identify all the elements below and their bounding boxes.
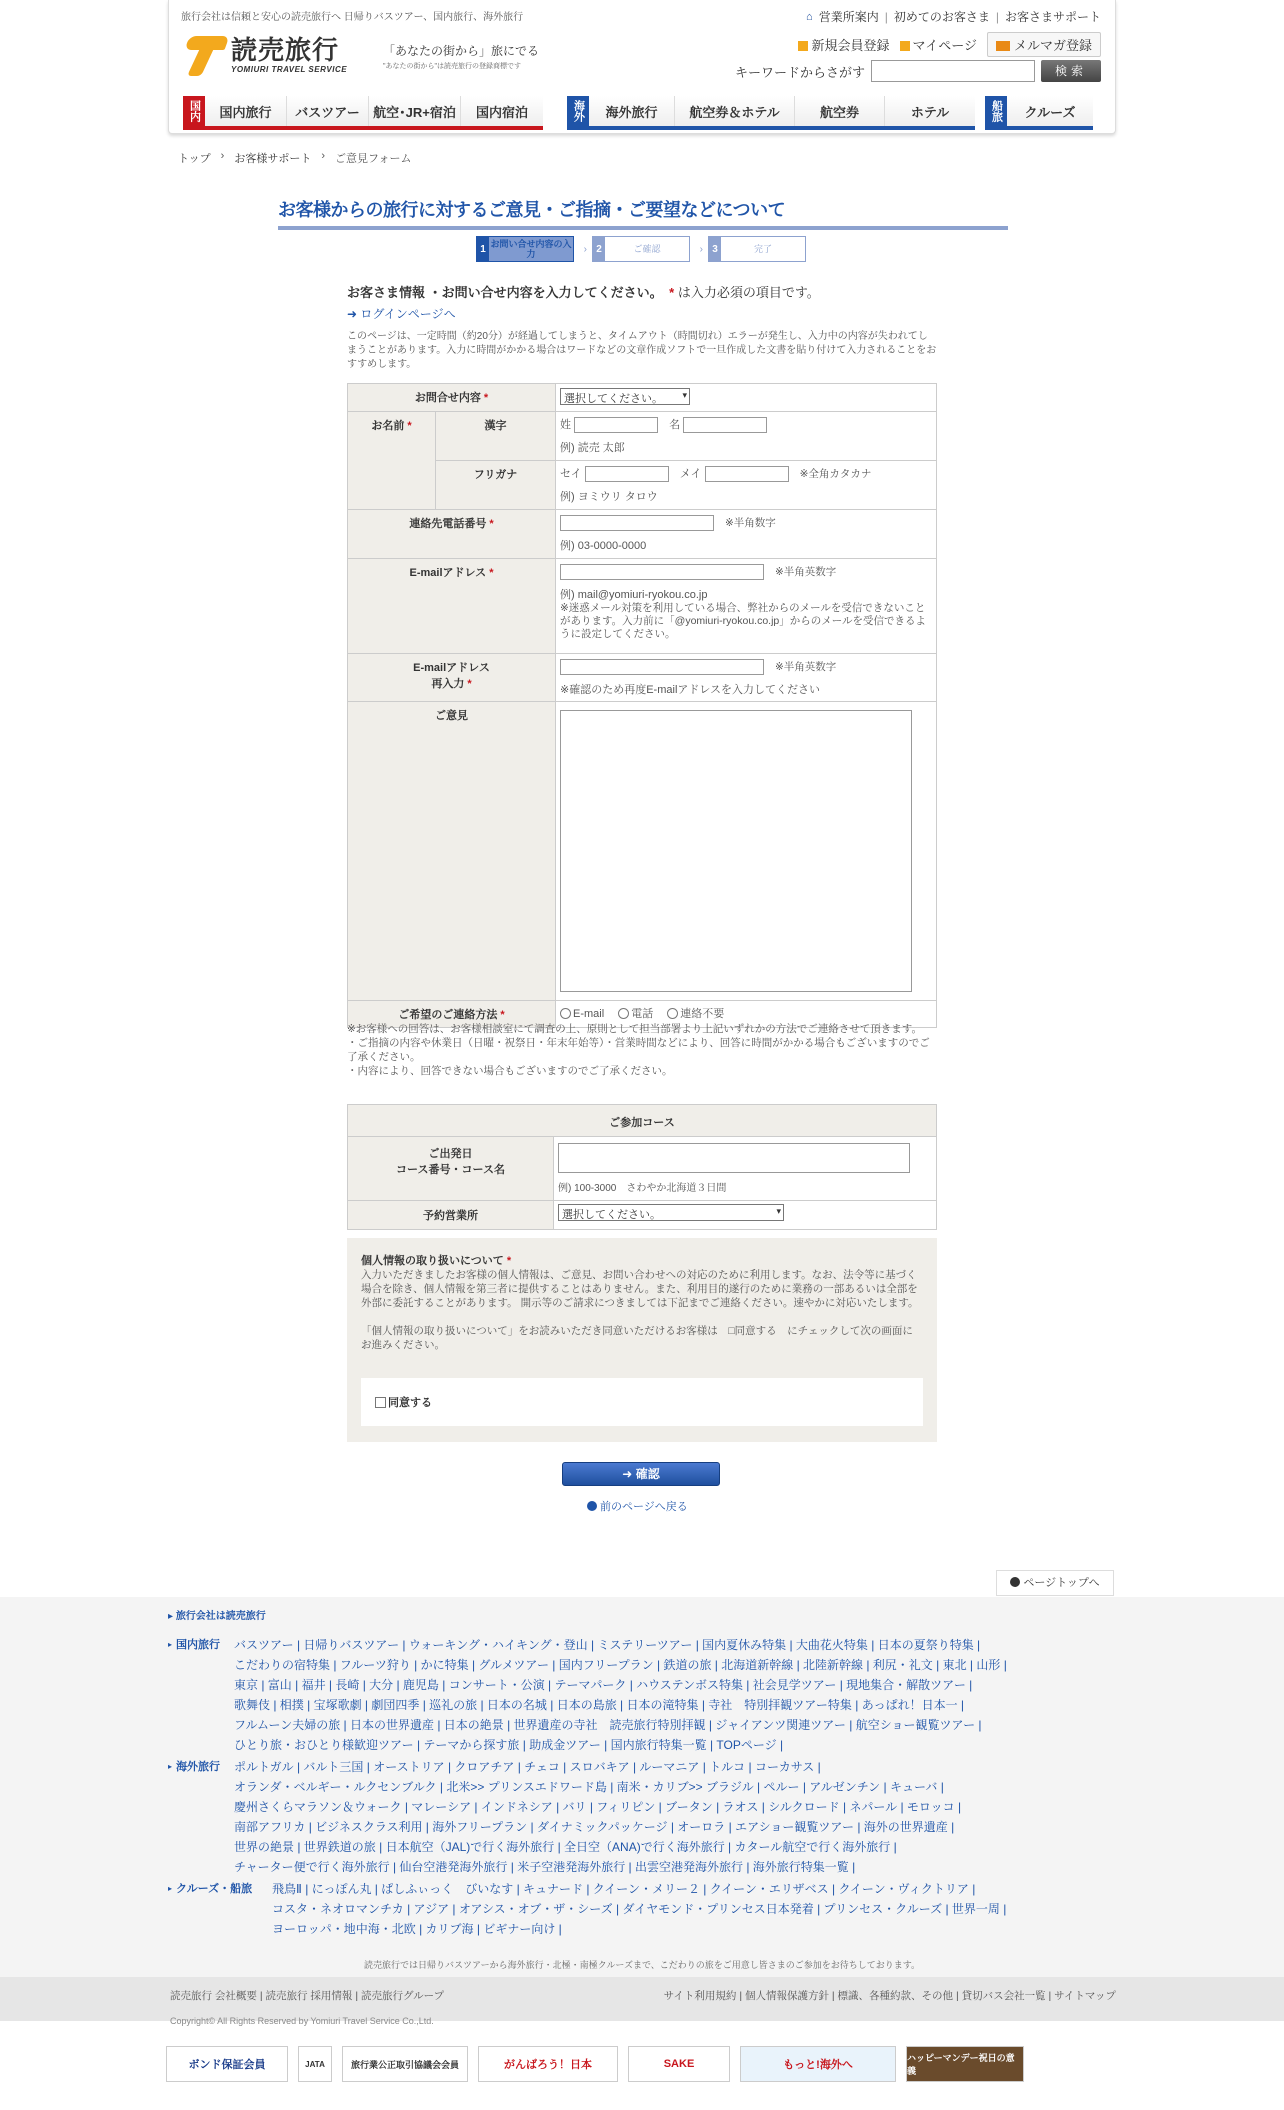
email2-warning: ※確認のため再度E-mailアドレスを入力してください xyxy=(560,684,821,697)
register-icon xyxy=(798,41,808,51)
search-input[interactable] xyxy=(871,60,1035,82)
email-note: ※半角英数字 xyxy=(775,566,837,578)
breadcrumb-sep: › xyxy=(220,150,225,162)
breadcrumb-current: ご意見フォーム xyxy=(335,153,412,165)
mei-label: 名 xyxy=(669,419,681,431)
banner-motto-kaigai[interactable]: もっと!海外へ xyxy=(740,2046,896,2082)
mei-kana-input[interactable] xyxy=(705,466,789,482)
nav-tag-cruise: 船旅 xyxy=(985,96,1007,126)
footer-link-line[interactable]: 東京 | 富山 | 福井 | 長崎 | 大分 | 鹿児島 | コンサート・公演 | テーマパーク | ハウステンボス特集 | 社会見学ツアー | 現地集合・解散ツアー | xyxy=(234,1678,973,1692)
contact-none-radio[interactable] xyxy=(667,1008,678,1019)
keyword-search xyxy=(735,60,1101,82)
confirm-label: 確認 xyxy=(635,1467,660,1481)
banner-jata[interactable]: JATA xyxy=(298,2046,332,2082)
required-mark: * xyxy=(669,285,675,300)
name-label: お名前 xyxy=(371,420,405,432)
link-support[interactable]: お客さまサポート xyxy=(1004,10,1101,24)
main-nav xyxy=(183,96,1093,130)
footer-link-line[interactable]: チャーター便で行く海外旅行 | 仙台空港発海外旅行 | 米子空港発海外旅行 | 出雲空港発海外旅行 | 海外旅行特集一覧 | xyxy=(234,1860,856,1874)
timeout-note: このページは、一定時間（約20分）が経過してしまうと、タイムアウト（時間切れ）エラーが発生し、入力中の内容が失われてしまうことがあります。入力に時間がかかる場合はワードなどの文章作成ソフトで一旦作成した文書を貼り付けて入力されることをおすすめします。 xyxy=(347,331,937,370)
reply-note-3: ・内容により、回答できない場合もございますのでご了承ください。 xyxy=(347,1065,673,1077)
email-input[interactable] xyxy=(560,564,764,580)
course-example: 例) 100-3000 さわやか北海道３日間 xyxy=(558,1183,727,1194)
mailmag-button[interactable] xyxy=(987,32,1101,57)
footer-cruise-key: ▸ クルーズ・船旅 xyxy=(168,1879,272,1939)
privacy-box: 個人情報の取り扱いについて * 入力いただきましたお客様の個人情報は、ご意見、お問い合わせへの対応のために利用します。なお、法令等に基づく場合を除き、個人情報を第三者に提供することはありません。また、利用目的遂行のために業務の一部あるいは全部を外部に委託することがあります。 開示等のご請求につきましては下記までご連絡ください。速やかに対応いたします。 「個人情報の取り扱いについて」をお読みいただき同意いただけるお客様は □同意する にチェックして次の画面にお進みください。 同意する xyxy=(347,1238,937,1442)
catchphrase xyxy=(383,42,539,71)
mail-icon xyxy=(996,41,1010,51)
footer-banners xyxy=(166,2046,1024,2082)
footer-cruise xyxy=(168,1879,1116,1939)
breadcrumb-support[interactable]: お客様サポート xyxy=(234,153,312,165)
kanji-label: 漢字 xyxy=(484,420,507,432)
email2-label-sub: 再入力 xyxy=(431,678,465,690)
tel-note: ※半角数字 xyxy=(725,517,776,529)
email-example: 例) mail@yomiuri-ryokou.co.jp xyxy=(560,589,708,602)
step-label: お問い合せ内容の入力 xyxy=(490,239,572,259)
footer-link-line[interactable]: バスツアー | 日帰りバスツアー | ウォーキング・ハイキング・登山 | ミステリーツアー | 国内夏休み特集 | 大曲花火特集 | 日本の夏祭り特集 | xyxy=(234,1638,981,1652)
footer-link-line[interactable]: オランダ・ベルギー・ルクセンブルク | 北米>> プリンスエドワード島 | 南米・カリブ>> ブラジル | ペルー | アルゼンチン | キューバ | xyxy=(234,1780,944,1794)
agree-label: 同意する xyxy=(388,1397,432,1409)
chevron-down-icon: ▾ xyxy=(776,1206,781,1216)
course-table xyxy=(347,1104,937,1230)
page-top-label: ページトップへ xyxy=(1023,1577,1100,1589)
inquiry-select[interactable] xyxy=(560,388,690,405)
inquiry-form: お問合せ内容 * 選択してください。 ▾ お名前 * 漢字 姓 名 例) 読売 太郎 フリガナ セイ メイ ※全角カタカナ 例) ヨミウリ タロウ 連絡先電話番号 * ※半角数字 例) 03-0000-0000 E-mailアドレス * ※半角英数字 例) mail@yomiuri-ryokou.co.jp ※迷惑メール対策を利用している場合、弊社からのメールを受信できないことがあります。入力前に「@yomiuri-ryokou.co.jp」からのメールを受信できるように設定してください。 E-mailアドレス 再入力 * ※半角英数字 ※確認のため再度E-mailアドレスを入力してください ご意見 ご希望のご連絡方法 * E-mail 電話 連絡不要 xyxy=(347,383,937,1028)
nav-domestic-hotel[interactable]: 国内宿泊 xyxy=(461,96,543,126)
top-links: ⌂ 営業所案内 | 初めてのお客さま | お客さまサポート xyxy=(806,9,1101,24)
step-label: ご確認 xyxy=(633,244,661,254)
footer-link-line[interactable]: 歌舞伎 | 相撲 | 宝塚歌劇 | 劇団四季 | 巡礼の旅 | 日本の名城 | 日本の島旅 | 日本の滝特集 | 寺社 特別拝観ツアー特集 | あっぱれ！日本一 | xyxy=(234,1698,965,1712)
mei-kana-label: メイ xyxy=(679,468,702,480)
reply-note-2: ・ご指摘の内容や休業日（日曜・祝祭日・年末年始等）・営業時間などにより、回答に時間がかかる場合もございますのでご了承ください。 xyxy=(347,1037,930,1063)
intro-heading xyxy=(347,282,937,301)
logo-jp: 読売旅行 xyxy=(231,35,340,66)
step-label: 完了 xyxy=(753,244,772,254)
site-footer xyxy=(0,1597,1284,1977)
step-3 xyxy=(708,236,806,262)
nav-overseas-group xyxy=(567,96,975,130)
footer-summary: 読売旅行では日帰りバスツアーから海外旅行・北極・南極クルーズまで、こだわりの旅をご用意し皆さまのご参加をお待ちしております。 xyxy=(363,1960,921,1970)
nav-tag-domestic: 国内 xyxy=(183,96,205,126)
step-number: 2 xyxy=(593,237,605,261)
header-tagline: 旅行会社は信頼と安心の読売旅行へ 日帰りバスツアー、国内旅行、海外旅行 xyxy=(181,12,524,23)
catch-sub: "あなたの街から"は読売旅行の登録商標です xyxy=(383,63,521,70)
search-label: キーワードからさがす xyxy=(734,64,865,80)
nav-cruise-group xyxy=(985,96,1093,130)
course-textarea[interactable] xyxy=(558,1143,910,1173)
contact-label: ご希望のご連絡方法 xyxy=(398,1009,498,1022)
nav-air-hotel[interactable]: 航空券＆ホテル xyxy=(675,96,795,126)
opinion-label: ご意見 xyxy=(435,710,468,723)
email-warning: ※迷惑メール対策を利用している場合、弊社からのメールを受信できないことがあります。入力前に「@yomiuri-ryokou.co.jp」からのメールを受信できるように設定してください。 xyxy=(560,602,927,641)
chevron-down-icon: ▾ xyxy=(682,390,687,400)
footer-link-line[interactable]: 南部アフリカ | ビジネスクラス利用 | 海外フリープラン | ダイナミックパッケージ | オーロラ | エアショー観覧ツアー | 海外の世界遺産 | xyxy=(234,1820,955,1834)
course-header: ご参加コース xyxy=(609,1117,675,1129)
footer-link-line[interactable]: 世界の絶景 | 世界鉄道の旅 | 日本航空（JAL)で行く海外旅行 | 全日空（ANA)で行く海外旅行 | カタール航空で行く海外旅行 | xyxy=(234,1840,897,1854)
agree-checkbox[interactable] xyxy=(375,1397,386,1408)
mailmag-label: メルマガ登録 xyxy=(1013,38,1092,53)
email2-note: ※半角英数字 xyxy=(775,661,837,673)
mei-input[interactable] xyxy=(683,417,767,433)
office-label: 予約営業所 xyxy=(423,1210,478,1222)
kanji-example: 例) 読売 太郎 xyxy=(560,442,625,455)
footer-link-line[interactable]: こだわりの宿特集 | フルーツ狩り | かに特集 | グルメツアー | 国内フリープラン | 鉄道の旅 | 北海道新幹線 | 北陸新幹線 | 利尻・礼文 | 東北 | 山形 | xyxy=(234,1658,1007,1672)
link-first-time[interactable]: 初めてのお客さま xyxy=(893,10,990,24)
footer-domestic-key: ▸ 国内旅行 xyxy=(168,1635,234,1755)
footer-domestic xyxy=(168,1635,1116,1755)
page-top-button[interactable] xyxy=(996,1570,1114,1596)
page-title: お客様からの旅行に対するご意見・ご指摘・ご要望などについて xyxy=(278,196,1008,230)
reply-notes xyxy=(347,1022,939,1078)
footer-policy-links[interactable]: サイト利用規約 | 個人情報保護方針 | 標識、各種約款、その他 | 貸切バス会社一覧 | サイトマップ xyxy=(663,1990,1116,2002)
email2-label: E-mailアドレス xyxy=(413,662,490,674)
footer-link-line[interactable]: ヨーロッパ・地中海・北欧 | カリブ海 | ビギナー向け | xyxy=(272,1922,562,1936)
contact-email-label: E-mail xyxy=(573,1008,605,1021)
sei-input[interactable] xyxy=(574,417,658,433)
confirm-button[interactable] xyxy=(562,1462,720,1486)
privacy-body: 入力いただきましたお客様の個人情報は、ご意見、お問い合わせへの対応のために利用します。なお、法令等に基づく場合を除き、個人情報を第三者に提供することはありません。また、利用目的遂行のために業務の一部あるいは全部を外部に委託することがあります。 開示等のご請求につきましては下記までご連絡ください。速やかに対応いたします。 xyxy=(361,1269,919,1309)
step-1 xyxy=(476,236,587,262)
opinion-textarea[interactable] xyxy=(560,710,912,992)
sei-kana-label: セイ xyxy=(560,468,582,480)
banner-sake[interactable]: SAKE xyxy=(628,2046,730,2082)
tel-example: 例) 03-0000-0000 xyxy=(560,540,647,553)
form-intro xyxy=(347,282,937,372)
kana-label: フリガナ xyxy=(473,469,518,481)
mypage-label: マイページ xyxy=(912,38,977,53)
progress-steps xyxy=(476,236,806,262)
up-circle-icon xyxy=(1010,1577,1020,1587)
breadcrumb-sep: › xyxy=(321,150,326,162)
register-label: 新規会員登録 xyxy=(811,38,890,53)
chevron-right-icon: › xyxy=(699,244,703,255)
contact-none-label: 連絡不要 xyxy=(680,1008,725,1021)
nav-cruise[interactable]: クルーズ xyxy=(1007,96,1093,126)
agree-box xyxy=(361,1378,923,1426)
footer-link-line[interactable]: ひとり旅・おひとり様歓迎ツアー | テーマから探す旅 | 助成金ツアー | 国内旅行特集一覧 | TOPページ | xyxy=(234,1738,784,1752)
tel-label: 連絡先電話番号 xyxy=(409,518,487,530)
contact-email-radio[interactable] xyxy=(560,1008,571,1019)
nav-hotel[interactable]: ホテル xyxy=(885,96,975,126)
nav-tag-overseas: 海外 xyxy=(567,96,589,126)
step-number: 3 xyxy=(709,237,721,261)
inquiry-select-value: 選択してください。 xyxy=(564,393,663,405)
footer-link-line[interactable]: フルムーン夫婦の旅 | 日本の世界遺産 | 日本の絶景 | 世界遺産の寺社 読売旅行特別拝観 | ジャイアンツ関連ツアー | 航空ショー観覧ツアー | xyxy=(234,1718,982,1732)
contact-phone-radio[interactable] xyxy=(618,1008,629,1019)
footer-link-line[interactable]: コスタ・ネオロマンチカ | アジア | オアシス・オブ・ザ・シーズ | ダイヤモンド・プリンセス日本発着 | プリンセス・クルーズ | 世界一周 | xyxy=(272,1902,1007,1916)
footer-link-line[interactable]: ポルトガル | バルト三国 | オーストリア | クロアチア | チェコ | スロバキア | ルーマニア | トルコ | コーカサス | xyxy=(234,1760,821,1774)
chevron-right-icon: › xyxy=(583,244,587,255)
nav-air-jr[interactable]: 航空･JR+宿泊 xyxy=(369,96,461,126)
step-number: 1 xyxy=(477,237,489,261)
breadcrumb xyxy=(178,150,411,166)
course-name-label: コース番号・コース名 xyxy=(396,1164,505,1176)
tel-input[interactable] xyxy=(560,515,714,531)
search-button[interactable]: 検索 xyxy=(1041,60,1101,82)
footer-heading-text: 旅行会社は読売旅行 xyxy=(175,1611,266,1622)
nav-bus-tour[interactable]: バスツアー xyxy=(287,96,369,126)
back-link[interactable] xyxy=(587,1498,688,1514)
step-2 xyxy=(592,236,703,262)
footer-overseas xyxy=(168,1757,1116,1877)
copyright: Copyright© All Rights Reserved by Yomiuri Travel Service Co.,Ltd. xyxy=(170,2016,434,2026)
reply-note-1: ※お客様への回答は、お客様相談室にて調査の上、原則として担当部署より上記いずれかの方法でご連絡させて頂きます。 xyxy=(347,1023,922,1035)
member-links xyxy=(798,32,1101,57)
back-circle-icon xyxy=(587,1501,597,1511)
banner-happy-monday[interactable]: ハッピーマンデー祝日の意義 xyxy=(906,2046,1024,2082)
banner-ganbarou[interactable]: がんばろう！日本 xyxy=(478,2046,618,2082)
footer-overseas-key: ▸ 海外旅行 xyxy=(168,1757,234,1877)
sei-kana-input[interactable] xyxy=(585,466,669,482)
link-offices[interactable]: 営業所案内 xyxy=(818,10,879,24)
home-icon: ⌂ xyxy=(806,10,813,23)
catch-main: 「あなたの街から」旅にでる xyxy=(383,44,540,58)
logo-y-icon xyxy=(185,32,229,78)
course-date-label: ご出発日 xyxy=(428,1148,473,1160)
register-link[interactable] xyxy=(798,35,889,54)
privacy-body2: 「個人情報の取り扱いについて」をお読みいただき同意いただけるお客様は □同意する にチェックして次の画面にお進みください。 xyxy=(361,1325,913,1351)
office-select[interactable] xyxy=(558,1204,784,1221)
kana-example: 例) ヨミウリ タロウ xyxy=(560,491,658,504)
email-label: E-mailアドレス xyxy=(409,567,487,579)
sei-label: 姓 xyxy=(560,419,571,431)
intro-heading-text: お客さま情報 ・お問い合せ内容を入力してください。 xyxy=(347,285,657,300)
back-label: 前のページへ戻る xyxy=(600,1501,688,1513)
mypage-link[interactable] xyxy=(900,35,977,54)
arrow-right-icon: ➜ xyxy=(622,1467,633,1481)
office-select-value: 選択してください。 xyxy=(562,1209,661,1221)
footer-link-line[interactable]: 飛鳥Ⅱ | にっぽん丸 | ぱしふぃっく びいなす | キュナード | クイーン・メリー２ | クイーン・エリザベス | クイーン・ヴィクトリア | xyxy=(272,1882,976,1896)
inquiry-label: お問合せ内容 xyxy=(414,392,481,404)
footer-company-links[interactable]: 読売旅行 会社概要 | 読売旅行 採用情報 | 読売旅行グループ xyxy=(170,1990,445,2002)
site-header xyxy=(168,0,1116,134)
breadcrumb-top[interactable]: トップ xyxy=(178,153,211,165)
banner-fair-trade[interactable]: 旅行業公正取引協議会会員 xyxy=(342,2046,468,2082)
footer-heading: ▸ 旅行会社は読売旅行 xyxy=(168,1611,266,1622)
nav-air-ticket[interactable]: 航空券 xyxy=(795,96,885,126)
nav-overseas-travel[interactable]: 海外旅行 xyxy=(589,96,675,126)
logo-en: YOMIURI TRAVEL SERVICE xyxy=(231,64,348,74)
required-note: は入力必須の項目です。 xyxy=(677,285,820,300)
banner-bond[interactable]: ボンド保証会員 xyxy=(166,2046,288,2082)
email-confirm-input[interactable] xyxy=(560,659,764,675)
footer-link-line[interactable]: 慶州さくらマラソン＆ウォーク | マレーシア | インドネシア | バリ | フィリピン | ブータン | ラオス | シルクロード | ネパール | モロッコ | xyxy=(234,1800,962,1814)
arrow-right-icon: ➜ xyxy=(347,307,358,321)
person-icon xyxy=(900,41,910,51)
contact-phone-label: 電話 xyxy=(631,1008,654,1021)
login-link[interactable] xyxy=(347,305,937,322)
nav-domestic-group xyxy=(183,96,543,130)
nav-domestic-travel[interactable]: 国内旅行 xyxy=(205,96,287,126)
kana-note: ※全角カタカナ xyxy=(799,468,872,480)
privacy-title: 個人情報の取り扱いについて xyxy=(361,1255,504,1267)
site-logo[interactable] xyxy=(185,32,347,78)
login-label: ログインページへ xyxy=(360,307,456,321)
